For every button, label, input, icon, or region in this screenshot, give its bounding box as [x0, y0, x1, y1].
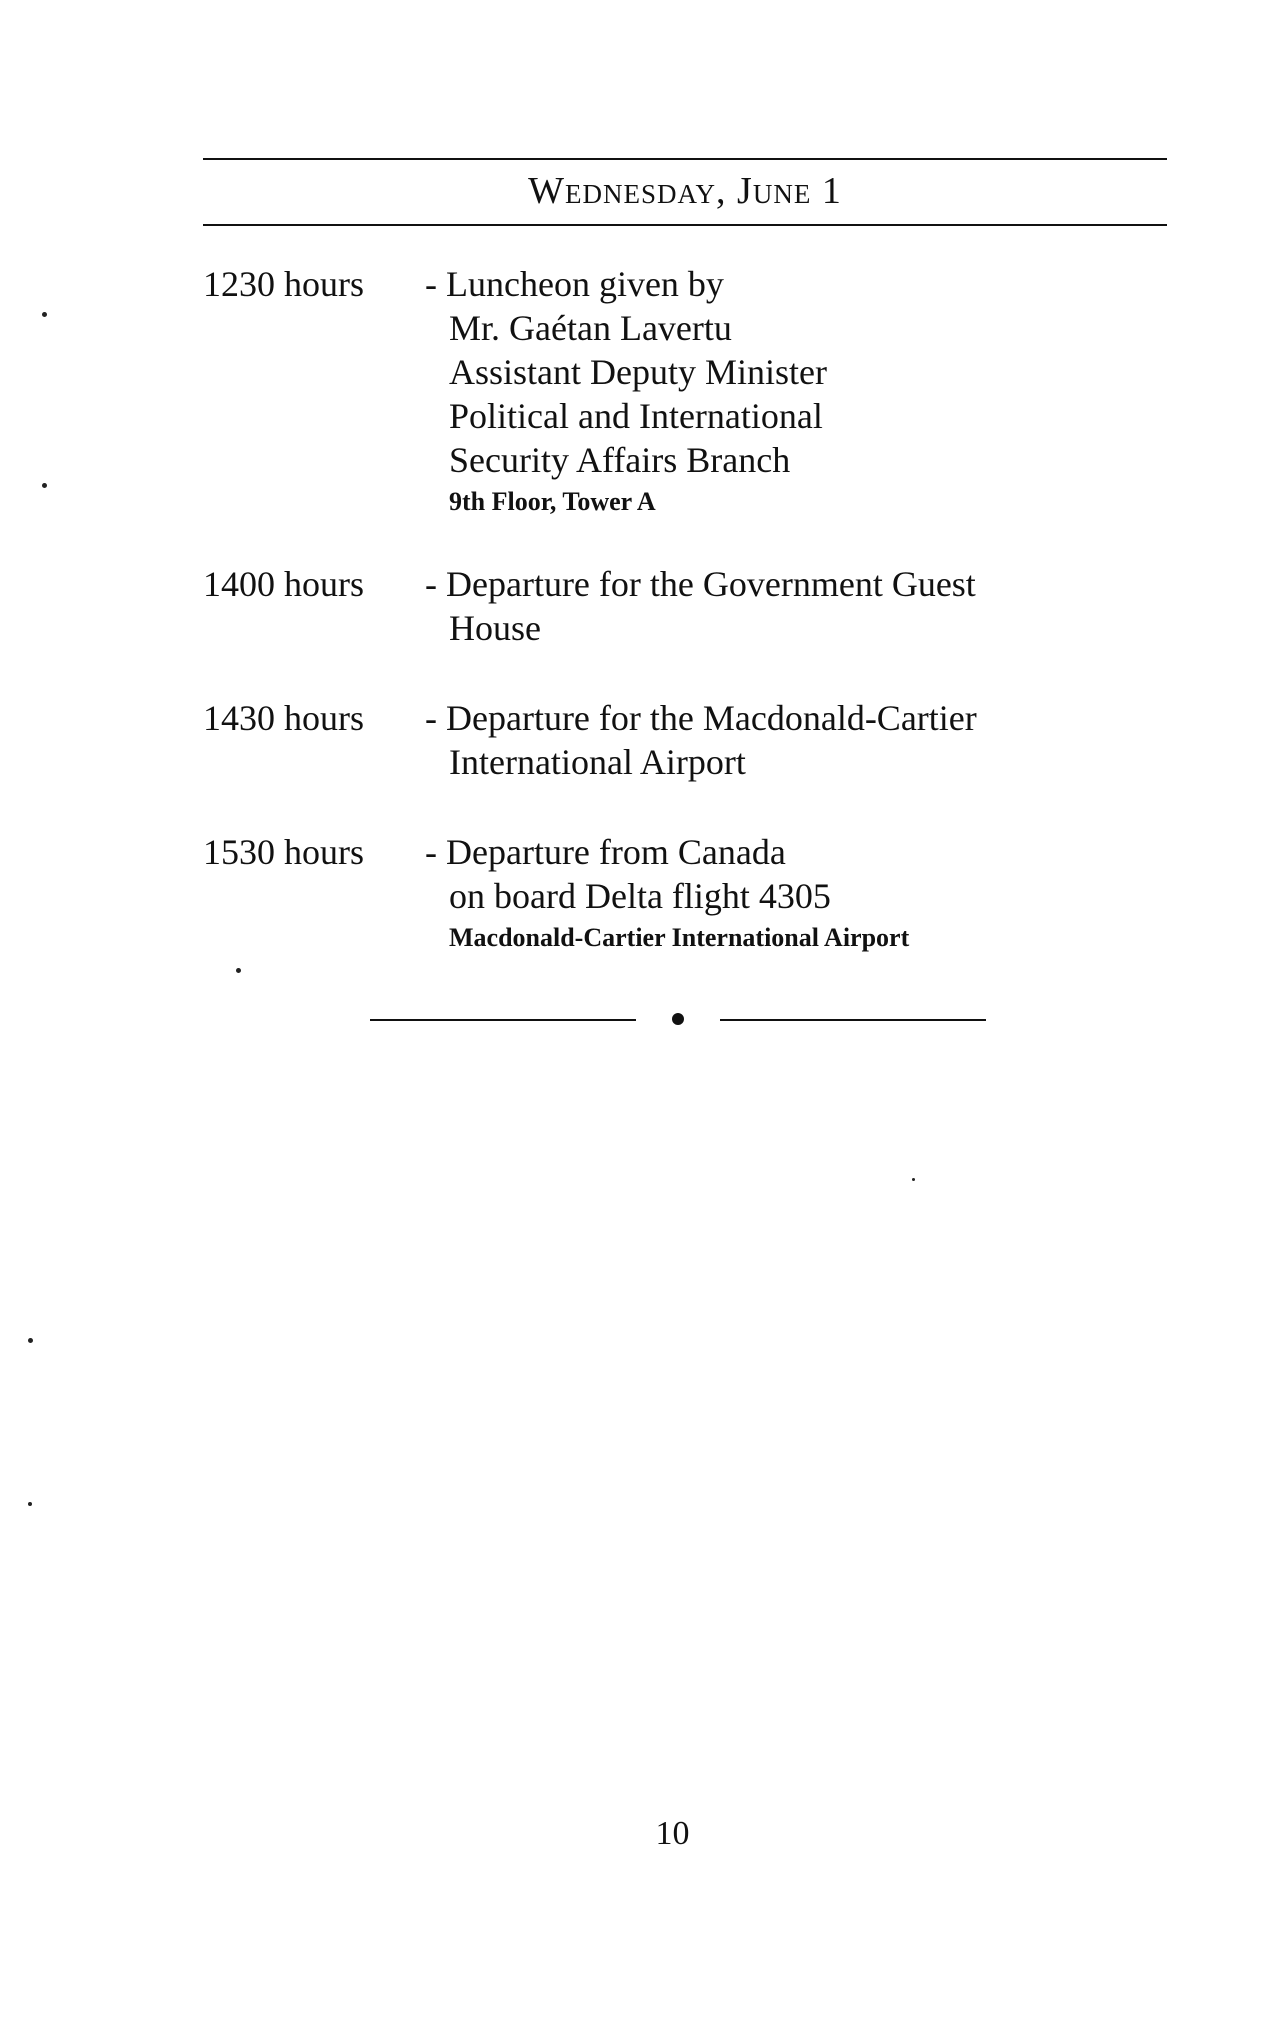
entry-description — [425, 262, 1105, 522]
scan-speck — [42, 483, 47, 488]
entry-description — [425, 562, 1105, 650]
entry-time: 1530 hours — [203, 832, 364, 872]
entry-line: - Departure for the Macdonald-Cartier — [425, 698, 977, 738]
entry-line: - Departure from Canada — [425, 832, 786, 872]
entry-line: Assistant Deputy Minister — [449, 352, 827, 392]
entry-line: Mr. Gaétan Lavertu — [449, 308, 732, 348]
scan-speck — [28, 1502, 32, 1506]
divider-line-left — [370, 1019, 636, 1021]
entry-time: 1230 hours — [203, 264, 364, 304]
entry-line: Political and International — [449, 396, 823, 436]
day-heading: Wednesday, June 1 — [528, 170, 842, 212]
entry-description — [425, 696, 1105, 784]
entry-line: House — [449, 608, 541, 648]
header-bottom-rule — [203, 224, 1167, 226]
entry-description — [425, 830, 1105, 958]
entry-time: 1430 hours — [203, 698, 364, 738]
entry-line: - Luncheon given by — [425, 264, 724, 304]
entry-location: 9th Floor, Tower A — [449, 487, 656, 516]
bullet-icon — [672, 1013, 684, 1025]
section-divider — [370, 1018, 990, 1038]
entry-line: International Airport — [449, 742, 746, 782]
entry-time: 1400 hours — [203, 564, 364, 604]
entry-line: Security Affairs Branch — [449, 440, 791, 480]
divider-line-right — [720, 1019, 986, 1021]
entry-line: on board Delta flight 4305 — [449, 876, 831, 916]
page-number: 10 — [655, 1815, 690, 1852]
scan-speck — [42, 312, 47, 317]
scan-speck — [28, 1338, 33, 1343]
entry-location: Macdonald-Cartier International Airport — [449, 923, 910, 952]
scan-speck — [912, 1178, 915, 1181]
header-top-rule — [203, 158, 1167, 160]
scan-speck — [236, 968, 241, 973]
entry-line: - Departure for the Government Guest — [425, 564, 976, 604]
